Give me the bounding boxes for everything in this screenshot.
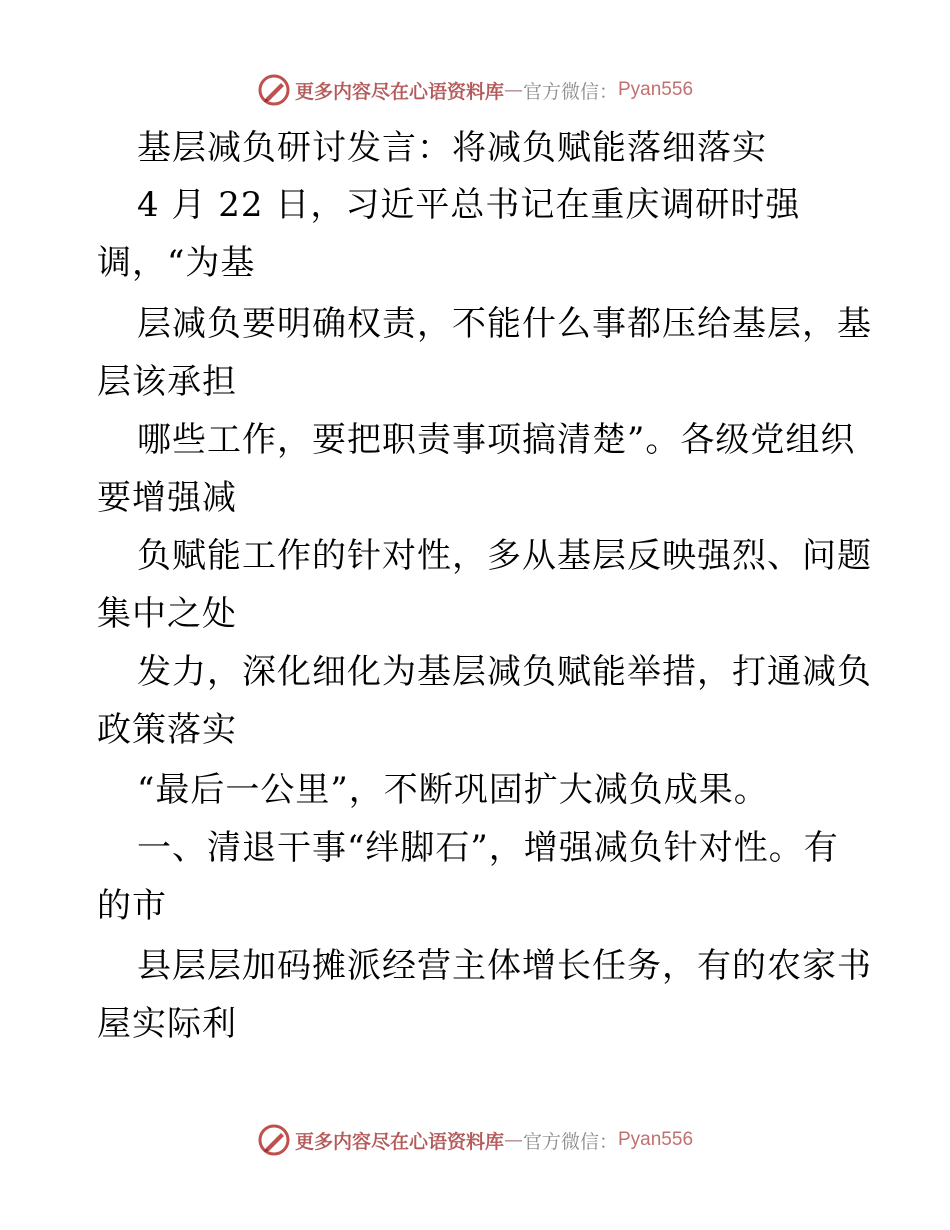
paragraph-line: 层减负要明确权责，不能什么事都压给基层，基 (137, 304, 872, 344)
paragraph-line: 哪些工作，要把职责事项搞清楚”。各级党组织 (137, 420, 856, 460)
paragraph-line: 屋实际利 (97, 1004, 237, 1044)
banner-sub-text: 官方微信： (522, 1130, 618, 1153)
paragraph-line: 政策落实 (97, 710, 237, 750)
paragraph-line: 负赋能工作的针对性，多从基层反映强烈、问题 (137, 536, 872, 576)
footer-banner (0, 1120, 950, 1160)
paragraph-line: 4 月 22 日，习近平总书记在重庆调研时强 (137, 185, 801, 225)
banner-main-text: 更多内容尽在心语资料库 (294, 80, 504, 103)
banner-wechat-id: Pyan556 (618, 1129, 694, 1150)
banner-wechat-id: Pyan556 (618, 79, 694, 100)
paragraph-line: 要增强减 (97, 478, 237, 518)
banner-separator: — (503, 1129, 523, 1151)
paragraph-line: 县层层加码摊派经营主体增长任务，有的农家书 (137, 946, 872, 986)
banner-sub-text: 官方微信： (522, 80, 618, 103)
banner-main-text: 更多内容尽在心语资料库 (294, 1130, 504, 1153)
paragraph-line: 发力，深化细化为基层减负赋能举措，打通减负 (137, 652, 872, 692)
paragraph-line: 层该承担 (97, 362, 237, 402)
banner-separator: — (503, 79, 523, 101)
section-heading-line: 一、清退干事“绊脚石”，增强减负针对性。有 (137, 828, 839, 868)
paragraph-line: “最后一公里”，不断巩固扩大减负成果。 (137, 770, 769, 810)
paragraph-line: 集中之处 (97, 594, 237, 634)
paragraph-line: 的市 (97, 886, 167, 926)
document-title: 基层减负研讨发言：将减负赋能落细落实 (137, 128, 767, 168)
paragraph-line: 调，“为基 (97, 243, 256, 283)
pen-logo-icon (257, 1123, 291, 1157)
